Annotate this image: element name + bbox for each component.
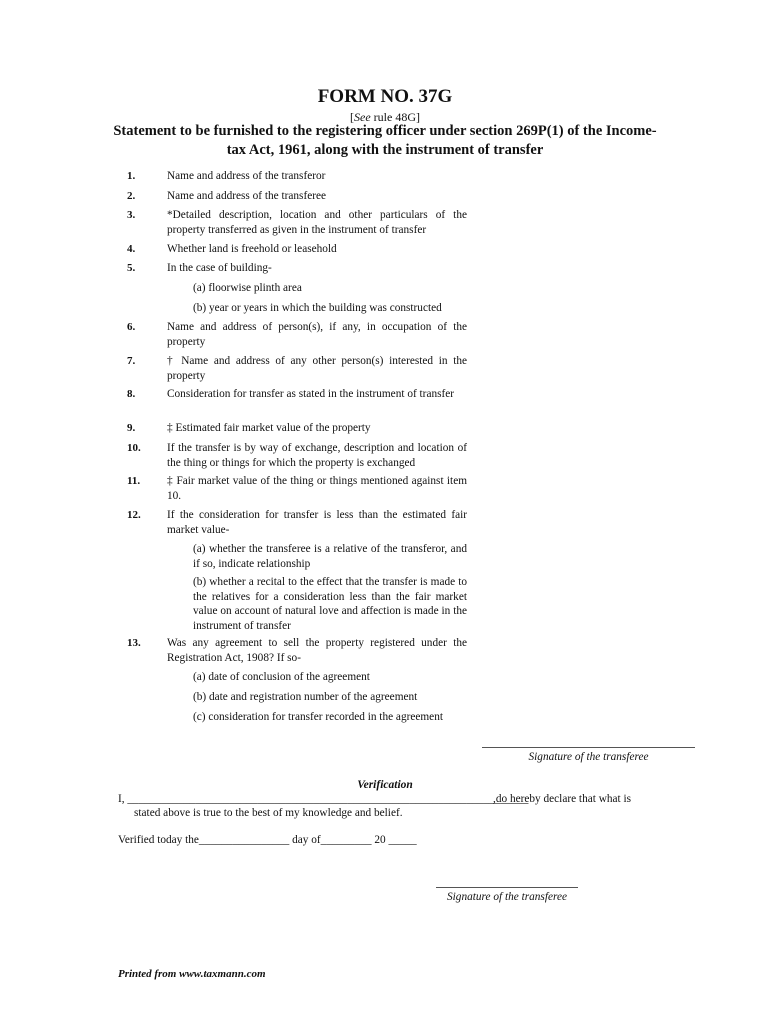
verification-heading: Verification	[357, 779, 413, 791]
item-text: In the case of building-	[167, 262, 272, 274]
item-number: 8.	[127, 388, 136, 400]
item-text: ‡ Estimated fair market value of the property	[167, 422, 371, 434]
item-text: Was any agreement to sell the property registered under the Registration Act, 1908? If so-	[167, 637, 467, 664]
item-text: Whether land is freehold or leasehold	[167, 243, 337, 255]
item-number: 6.	[127, 321, 136, 333]
form-heading: Statement to be furnished to the registering officer under section 269P(1) of the Income-tax Act, 1961, along with the instrument of transfer	[113, 123, 657, 158]
subitem-12a: (a) whether the transferee is a relative of the transferor, and if so, indicate relationship	[193, 543, 467, 570]
subitem-13a: (a) date of conclusion of the agreement	[193, 671, 370, 683]
subitem-13c: (c) consideration for transfer recorded in the agreement	[193, 711, 443, 723]
item-number: 1.	[127, 170, 136, 182]
item-text: Consideration for transfer as stated in the instrument of transfer	[167, 388, 455, 400]
form-title: FORM NO. 37G	[317, 86, 453, 107]
item-text: Name and address of the transferor	[167, 170, 326, 182]
item-number: 12.	[127, 509, 141, 521]
signature-label-2: Signature of the transferee	[447, 891, 567, 903]
item-number: 4.	[127, 243, 136, 255]
rule-reference: [See rule 48G]	[350, 110, 420, 124]
subitem-5b: (b) year or years in which the building was constructed	[193, 302, 442, 314]
subitem-5a: (a) floorwise plinth area	[193, 282, 302, 294]
item-text: If the transfer is by way of exchange, description and location of the thing or things for which the property is exchanged	[167, 442, 467, 469]
footer-source: Printed from www.taxmann.com	[118, 968, 266, 980]
item-number: 11.	[127, 475, 141, 487]
signature-line-2[interactable]	[436, 887, 578, 888]
verification-date-field[interactable]: Verified today the________________ day of_________ 20 _____	[118, 834, 417, 846]
item-text: † Name and address of any other person(s) interested in the property	[167, 355, 467, 382]
item-number: 13.	[127, 637, 141, 649]
item-number: 2.	[127, 190, 136, 202]
declaration-text-2: stated above is true to the best of my knowledge and belief.	[134, 807, 403, 819]
item-text: If the consideration for transfer is less than the estimated fair market value-	[167, 509, 467, 536]
signature-label: Signature of the transferee	[528, 751, 649, 763]
item-number: 5.	[127, 262, 136, 274]
item-number: 9.	[127, 422, 136, 434]
item-text: Name and address of the transferee	[167, 190, 327, 202]
subitem-13b: (b) date and registration number of the agreement	[193, 691, 418, 703]
item-number: 3.	[127, 209, 136, 221]
item-number: 10.	[127, 442, 141, 454]
declarant-name-field[interactable]: I, _______________________________________________________________________	[118, 793, 529, 805]
item-number: 7.	[127, 355, 136, 367]
subitem-12b: (b) whether a recital to the effect that the transfer is made to the relatives for a consideration less than the fair market value on account of natural love and affection is made in the instrument of transfer	[193, 576, 467, 632]
item-text: Name and address of person(s), if any, in occupation of the property	[167, 321, 467, 348]
item-text: ‡ Fair market value of the thing or things mentioned against item 10.	[167, 475, 467, 502]
signature-line[interactable]	[482, 747, 695, 748]
item-text: *Detailed description, location and other particulars of the property transferred as given in the instrument of transfer	[167, 209, 467, 236]
declaration-text: ,do hereby declare that what is	[493, 793, 632, 805]
